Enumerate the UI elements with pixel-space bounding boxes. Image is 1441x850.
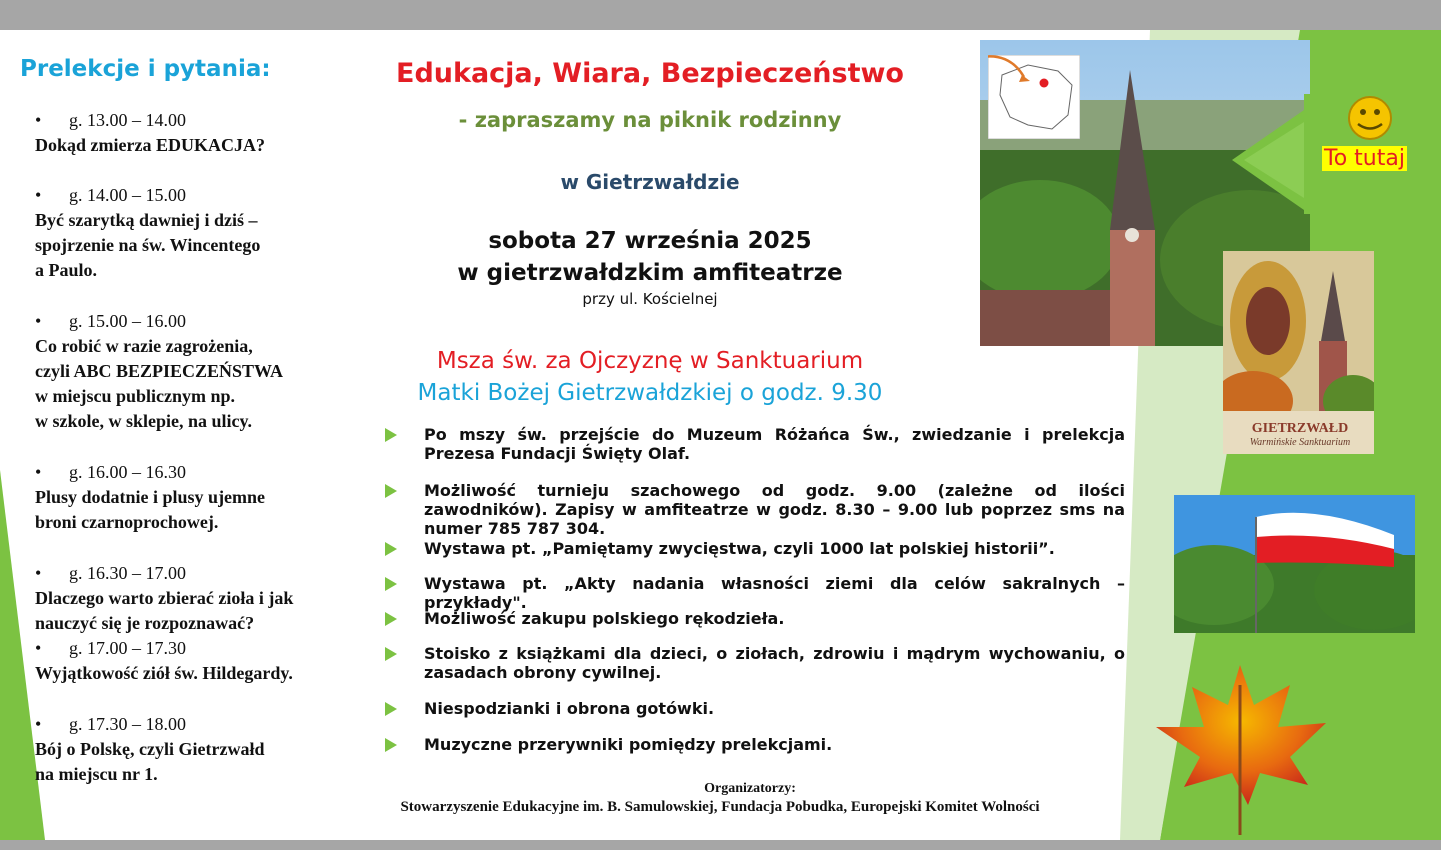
arrow-bullet-icon: [385, 577, 397, 591]
lecture-time: g. 15.00 – 16.00: [69, 311, 186, 331]
lecture-title: Dlaczego warto zbierać zioła i jak nauczyć się je rozpoznawać?: [35, 588, 294, 633]
mass-line-2: Matki Bożej Gietrzwałdzkiej o godz. 9.30: [417, 380, 883, 406]
arrow-bullet-icon: [385, 702, 397, 716]
list-item: Możliwość turnieju szachowego od godz. 9.00 (zależne od ilości zawodników). Zapisy w amfiteatrze w godz. 8.30 – 9.00 lub poprzez sms na numer 785 787 304.: [385, 481, 1125, 539]
list-item: Stoisko z książkami dla dzieci, o ziołach, zdrowiu i mądrym wychowaniu, o zasadach obrony cywilnej.: [385, 644, 1125, 699]
lecture-time: g. 14.00 – 15.00: [69, 185, 186, 205]
organizers-label: Organizatorzy:: [704, 781, 796, 796]
postcard-subtitle: Warmińskie Sanktuarium: [1249, 437, 1351, 448]
arrow-bullet-icon: [385, 647, 397, 661]
arrow-bullet-icon: [385, 428, 397, 442]
lecture-time: g. 17.30 – 18.00: [69, 714, 186, 734]
bullet-dot: •: [35, 311, 42, 331]
event-date: sobota 27 września 2025: [488, 228, 812, 254]
bullet-dot: •: [35, 714, 42, 734]
lecture-time: g. 16.30 – 17.00: [69, 563, 186, 583]
organizers-names: Stowarzyszenie Edukacyjne im. B. Samulowskiej, Fundacja Pobudka, Europejski Komitet Wolności: [400, 799, 1040, 815]
lecture-item: [35, 561, 365, 636]
lecture-time: g. 17.00 – 17.30: [69, 638, 186, 658]
event-title: Edukacja, Wiara, Bezpieczeństwo: [396, 58, 904, 89]
list-item: Muzyczne przerywniki pomiędzy prelekcjami.: [385, 735, 1125, 765]
lecture-item: [35, 108, 365, 158]
lecture-item: [35, 712, 365, 787]
bullet-dot: •: [35, 462, 42, 482]
bullet-dot: •: [35, 563, 42, 583]
lecture-item: [35, 460, 365, 535]
lecture-item: [35, 183, 365, 283]
event-street: przy ul. Kościelnej: [582, 290, 718, 308]
lecture-item: [35, 636, 365, 686]
arrow-bullet-icon: [385, 542, 397, 556]
lecture-title: Wyjątkowość ziół św. Hildegardy.: [35, 663, 293, 683]
arrow-bullet-icon: [385, 612, 397, 626]
lecture-title: Co robić w razie zagrożenia, czyli ABC BEZPIECZEŃSTWA w miejscu publicznym np. w szkole, w sklepie, na ulicy.: [35, 336, 284, 431]
event-place: w Gietrzwałdzie: [560, 170, 740, 194]
list-item: Niespodzianki i obrona gotówki.: [385, 699, 1125, 735]
event-date-block: [350, 225, 950, 289]
bullet-dot: •: [35, 110, 42, 130]
arrow-bullet-icon: [385, 484, 397, 498]
postcard-title: GIETRZWAŁD: [1251, 421, 1349, 436]
list-item: Wystawa pt. „Akty nadania własności ziemi dla celów sakralnych – przykłady".: [385, 574, 1125, 609]
lecture-title: Być szarytką dawniej i dziś – spojrzenie na św. Wincentego a Paulo.: [35, 210, 261, 280]
location-marker-icon: [1040, 79, 1049, 88]
flag-photo: [1174, 495, 1415, 633]
bullet-dot: •: [35, 638, 42, 658]
bottom-gray-bar: [0, 840, 1441, 850]
mass-line-1: Msza św. za Ojczyznę w Sanktuarium: [436, 348, 864, 374]
event-subtitle: - zapraszamy na piknik rodzinny: [458, 108, 842, 132]
maple-leaf-image: [1150, 665, 1330, 840]
lecture-time: g. 13.00 – 14.00: [69, 110, 186, 130]
lecture-title: Dokąd zmierza EDUKACJA?: [35, 135, 265, 155]
program-list: [385, 425, 1125, 765]
lecture-item: [35, 309, 365, 434]
poland-map-inset: [988, 55, 1080, 139]
lecture-title: Plusy dodatnie i plusy ujemne broni czarnoprochowej.: [35, 487, 266, 532]
list-item: Po mszy św. przejście do Muzeum Różańca Św., zwiedzanie i prelekcja Prezesa Fundacji Święty Olaf.: [385, 425, 1125, 481]
lecture-time: g. 16.00 – 16.30: [69, 462, 186, 482]
list-item: Możliwość zakupu polskiego rękodzieła.: [385, 609, 1125, 644]
to-tutaj-label: To tutaj: [1324, 146, 1405, 171]
event-venue: w gietrzwałdzkim amfiteatrze: [457, 260, 843, 286]
arrow-bullet-icon: [385, 738, 397, 752]
lecture-title: Bój o Polskę, czyli Gietrzwałd na miejscu nr 1.: [35, 739, 265, 784]
bullet-dot: •: [35, 185, 42, 205]
smiley-face-icon: [1345, 95, 1395, 141]
list-item: Wystawa pt. „Pamiętamy zwycięstwa, czyli 1000 lat polskiej historii”.: [385, 539, 1125, 574]
left-section-title: Prelekcje i pytania:: [20, 56, 271, 82]
